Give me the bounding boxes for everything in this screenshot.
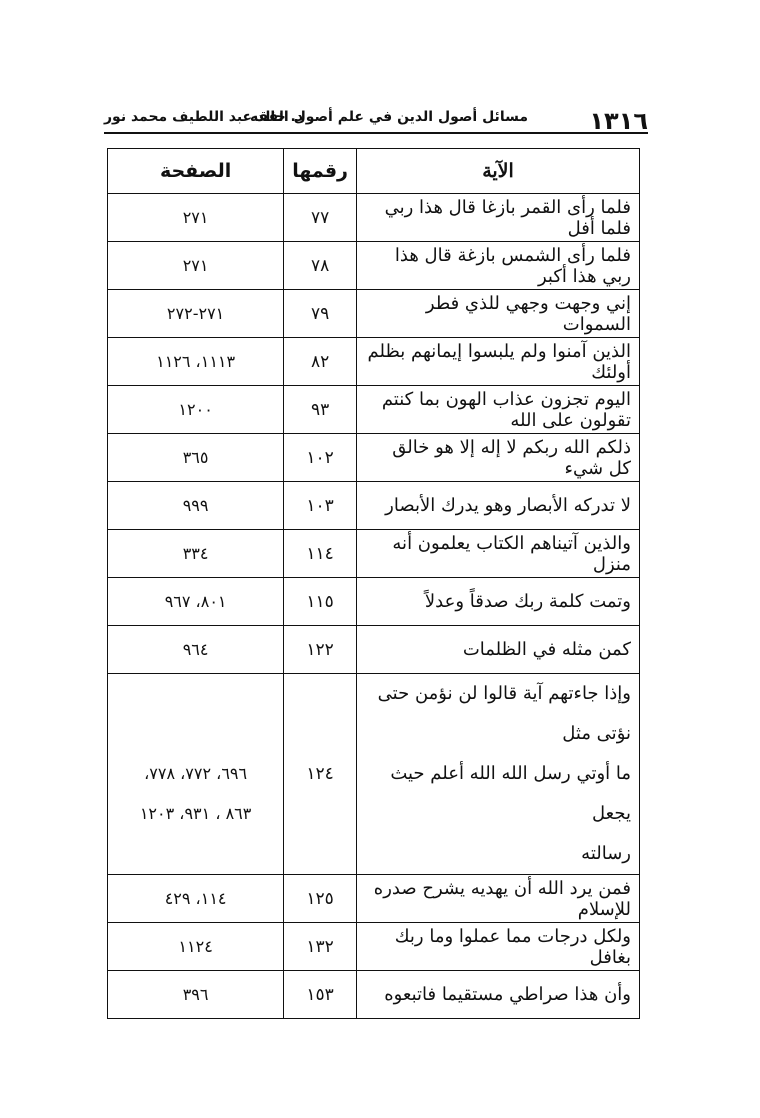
header-page: الصفحة <box>108 149 284 194</box>
table-row <box>108 242 640 290</box>
table-row <box>108 386 640 434</box>
header-number: رقمها <box>284 149 357 194</box>
page-cell: ٢٧١ <box>108 242 284 290</box>
number-cell: ٨٢ <box>284 338 357 386</box>
page-cell <box>108 674 284 875</box>
aya-cell: كمن مثله في الظلمات <box>357 626 640 674</box>
number-cell: ٧٩ <box>284 290 357 338</box>
table-row <box>108 578 640 626</box>
table-row <box>108 194 640 242</box>
table-row <box>108 923 640 971</box>
number-cell: ٧٨ <box>284 242 357 290</box>
table-row <box>108 971 640 1019</box>
verse-index-table <box>107 148 640 1019</box>
page-number: ١٣١٦ <box>589 107 648 135</box>
page-cell: ١٢٠٠ <box>108 386 284 434</box>
page-line: ٦٩٦، ٧٧٢، ٧٧٨، <box>144 764 248 783</box>
table-row <box>108 434 640 482</box>
page-cell: ١١١٣، ١١٢٦ <box>108 338 284 386</box>
aya-cell: ذلكم الله ربكم لا إله إلا هو خالق كل شيء <box>357 434 640 482</box>
page-cell: ٣٩٦ <box>108 971 284 1019</box>
number-cell: ١٠٣ <box>284 482 357 530</box>
number-cell: ١٢٢ <box>284 626 357 674</box>
number-cell: ١٥٣ <box>284 971 357 1019</box>
number-cell: ٧٧ <box>284 194 357 242</box>
aya-cell: وتمت كلمة ربك صدقاً وعدلاً <box>357 578 640 626</box>
page-cell: ١١٢٤ <box>108 923 284 971</box>
aya-cell: وأن هذا صراطي مستقيما فاتبعوه <box>357 971 640 1019</box>
number-cell: ١١٥ <box>284 578 357 626</box>
page-cell: ٢٧١-٢٧٢ <box>108 290 284 338</box>
page-cell: ٩٦٤ <box>108 626 284 674</box>
number-cell: ١٢٤ <box>284 674 357 875</box>
header-rule <box>104 132 648 134</box>
aya-cell <box>357 674 640 875</box>
page-cell: ٣٦٥ <box>108 434 284 482</box>
number-cell: ٩٣ <box>284 386 357 434</box>
table-header-row <box>108 149 640 194</box>
aya-line: ما أوتي رسل الله الله أعلم حيث يجعل <box>390 763 631 824</box>
page-cell: ٨٠١، ٩٦٧ <box>108 578 284 626</box>
table-row <box>108 530 640 578</box>
header-aya: الآية <box>357 149 640 194</box>
table-row <box>108 338 640 386</box>
aya-cell: فمن يرد الله أن يهديه يشرح صدره للإسلام <box>357 875 640 923</box>
number-cell: ١١٤ <box>284 530 357 578</box>
aya-cell: لا تدركه الأبصار وهو يدرك الأبصار <box>357 482 640 530</box>
table-row <box>108 290 640 338</box>
table-row <box>108 626 640 674</box>
number-cell: ١٣٢ <box>284 923 357 971</box>
aya-line: وإذا جاءتهم آية قالوا لن نؤمن حتى نؤتى مثل <box>377 683 631 744</box>
page-line: ٨٦٣ ، ٩٣١، ١٢٠٣ <box>139 804 252 823</box>
table-row-multiline <box>108 674 640 875</box>
page-cell: ١١٤، ٤٢٩ <box>108 875 284 923</box>
aya-cell: فلما رأى القمر بازغا قال هذا ربي فلما أفل <box>357 194 640 242</box>
aya-cell: فلما رأى الشمس بازغة قال هذا ربي هذا أكبر <box>357 242 640 290</box>
page-header <box>104 103 648 135</box>
page-line <box>116 714 275 754</box>
aya-cell: الذين آمنوا ولم يلبسوا إيمانهم بظلم أولئك <box>357 338 640 386</box>
number-cell: ١٠٢ <box>284 434 357 482</box>
aya-cell: إني وجهت وجهي للذي فطر السموات <box>357 290 640 338</box>
aya-cell: اليوم تجزون عذاب الهون بما كنتم تقولون على الله <box>357 386 640 434</box>
aya-cell: والذين آتيناهم الكتاب يعلمون أنه منزل <box>357 530 640 578</box>
book-title: مسائل أصول الدين في علم أصول الفقه <box>250 109 528 125</box>
aya-line: رسالته <box>581 843 631 864</box>
page-cell: ٢٧١ <box>108 194 284 242</box>
page-cell: ٩٩٩ <box>108 482 284 530</box>
table-row <box>108 482 640 530</box>
aya-cell: ولكل درجات مما عملوا وما ربك بغافل <box>357 923 640 971</box>
author-name: د. خالد عبد اللطيف محمد نور <box>104 109 304 125</box>
page-cell: ٣٣٤ <box>108 530 284 578</box>
table-row <box>108 875 640 923</box>
number-cell: ١٢٥ <box>284 875 357 923</box>
